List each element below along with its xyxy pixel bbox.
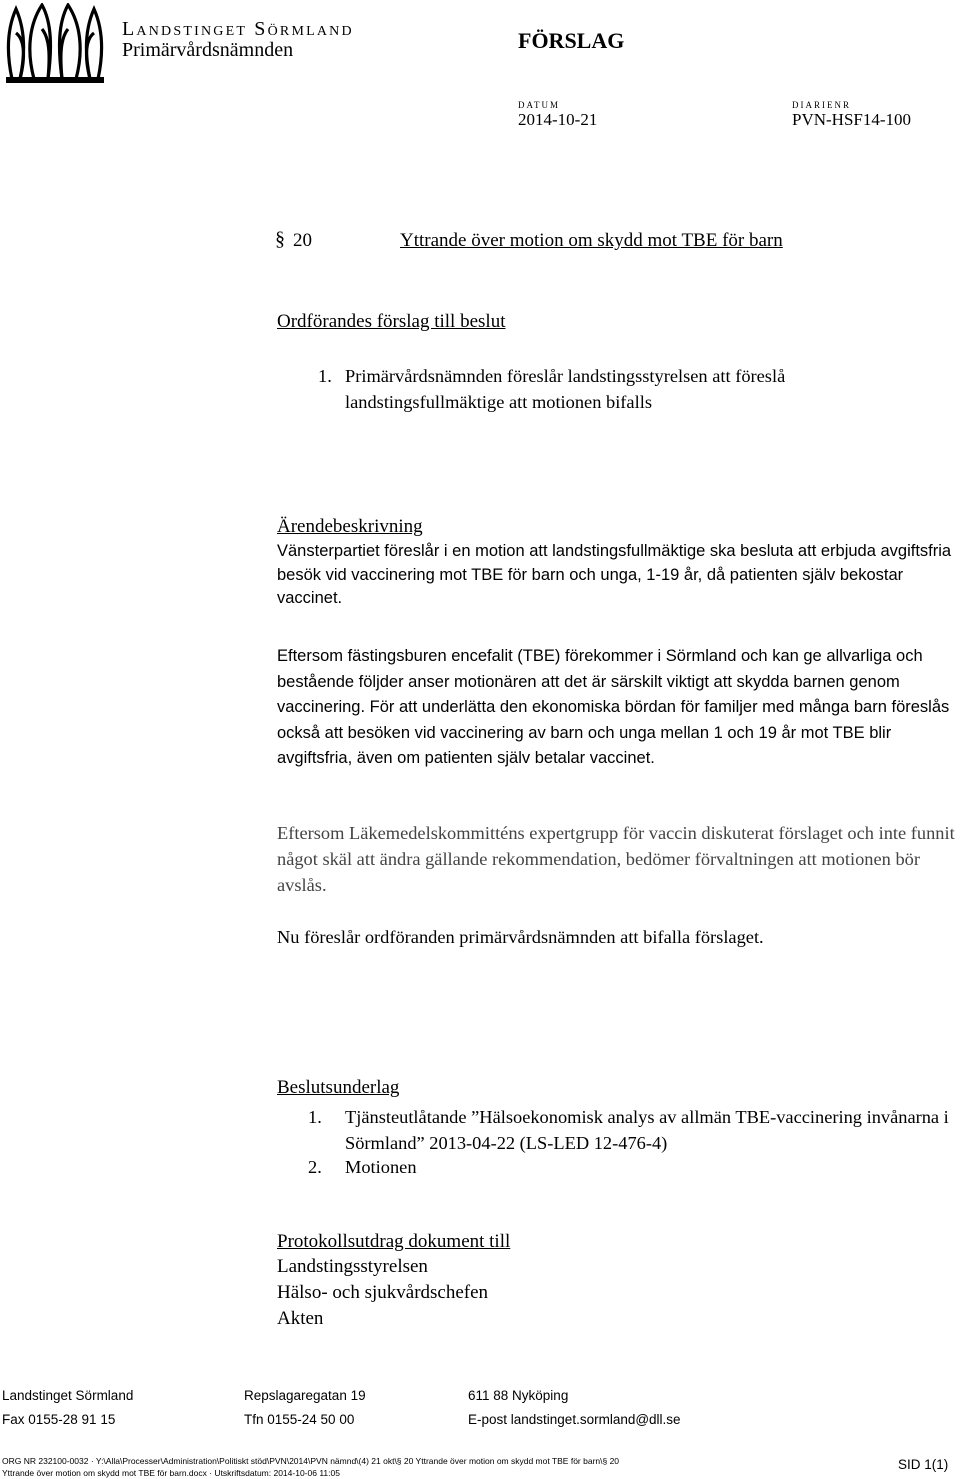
recipient: Landstingsstyrelsen — [277, 1256, 428, 1277]
registration-number-value: PVN-HSF14-100 — [792, 110, 912, 129]
decision-basis-item-text: Tjänsteutlåtande ”Hälsoekonomisk analys av allmän TBE-vaccinering invånarna i Sörmland” 2013-04-22 (LS-LED 12-476-4) — [345, 1107, 949, 1153]
date-label: DATUM — [518, 100, 561, 110]
footer-organization: Landstinget Sörmland — [2, 1388, 134, 1403]
decision-basis-item-number: 2. — [308, 1157, 322, 1177]
document-type: FÖRSLAG — [518, 28, 625, 53]
proposal-heading: Ordförandes förslag till beslut — [277, 311, 506, 332]
case-number: 20 — [293, 230, 312, 251]
footer-fax: Fax 0155-28 91 15 — [2, 1412, 116, 1427]
proposal-item-number: 1. — [318, 366, 332, 386]
description-paragraph: Eftersom Läkemedelskommitténs expertgrupp för vaccin diskuterat förslaget och inte funnit något skäl att ändra gällande rekommendation, bedömer förvaltningen att motionen bör avslås. — [277, 823, 955, 895]
organization-name: Landstinget Sörmland — [122, 18, 354, 40]
decision-basis-item-number: 1. — [308, 1107, 322, 1127]
page-number: SID 1(1) — [898, 1457, 949, 1472]
footer-email: E-post landstinget.sormland@dll.se — [468, 1412, 681, 1427]
recipient: Hälso- och sjukvårdschefen — [277, 1282, 489, 1303]
proposal-item-text: Primärvårdsnämnden föreslår landstingsstyrelsen att föreslå landstingsfullmäktige att motionen bifalls — [345, 366, 786, 412]
date-value: 2014-10-21 — [518, 110, 598, 129]
department-name: Primärvårdsnämnden — [122, 39, 294, 61]
description-heading: Ärendebeskrivning — [277, 516, 423, 537]
landstinget-sormland-crown-logo-icon — [4, 3, 106, 85]
footer-file-name: Yttrande över motion om skydd mot TBE för barn.docx · Utskriftsdatum: 2014-10-06 11:05 — [2, 1468, 340, 1478]
footer-street-address: Repslagaregatan 19 — [244, 1388, 366, 1403]
footer-postal-city: 611 88 Nyköping — [468, 1388, 569, 1403]
description-paragraph: Vänsterpartiet föreslår i en motion att landstingsfullmäktige ska besluta att erbjuda avgiftsfria besök vid vaccinering mot TBE för barn och unga, 1-19 år, då patienten själv bekostar vaccinet. — [277, 542, 952, 607]
footer-phone: Tfn 0155-24 50 00 — [244, 1412, 355, 1427]
case-title: Yttrande över motion om skydd mot TBE för barn — [400, 230, 783, 251]
description-paragraph: Eftersom fästingsburen encefalit (TBE) förekommer i Sörmland och kan ge allvarliga och bestående följder anser motionären att det är särskilt viktigt att skydda barnen genom vaccinering. För att underlätta den ekonomiska bördan för familjer med många barn föreslås också att besöken vid vaccinering av barn och unga mellan 1 och 19 år mot TBE blir avgiftsfria, även om patienten själv betalar vaccinet. — [277, 647, 950, 767]
decision-basis-heading: Beslutsunderlag — [277, 1077, 400, 1098]
registration-number-label: DIARIENR — [792, 100, 851, 110]
minutes-extract-heading: Protokollsutdrag dokument till — [277, 1231, 511, 1252]
recipient: Akten — [277, 1308, 324, 1329]
description-paragraph: Nu föreslår ordföranden primärvårdsnämnden att bifalla förslaget. — [277, 927, 764, 947]
footer-file-path: ORG NR 232100-0032 · Y:\Alla\Processer\Administration\Politiskt stöd\PVN\2014\PVN nämnd\(4) 21 okt\§ 20 Yttrande över motion om skydd mot TBE för barn\§ 20 — [2, 1456, 620, 1466]
paragraph-sign: § — [275, 228, 285, 250]
decision-basis-item-text: Motionen — [345, 1157, 417, 1177]
